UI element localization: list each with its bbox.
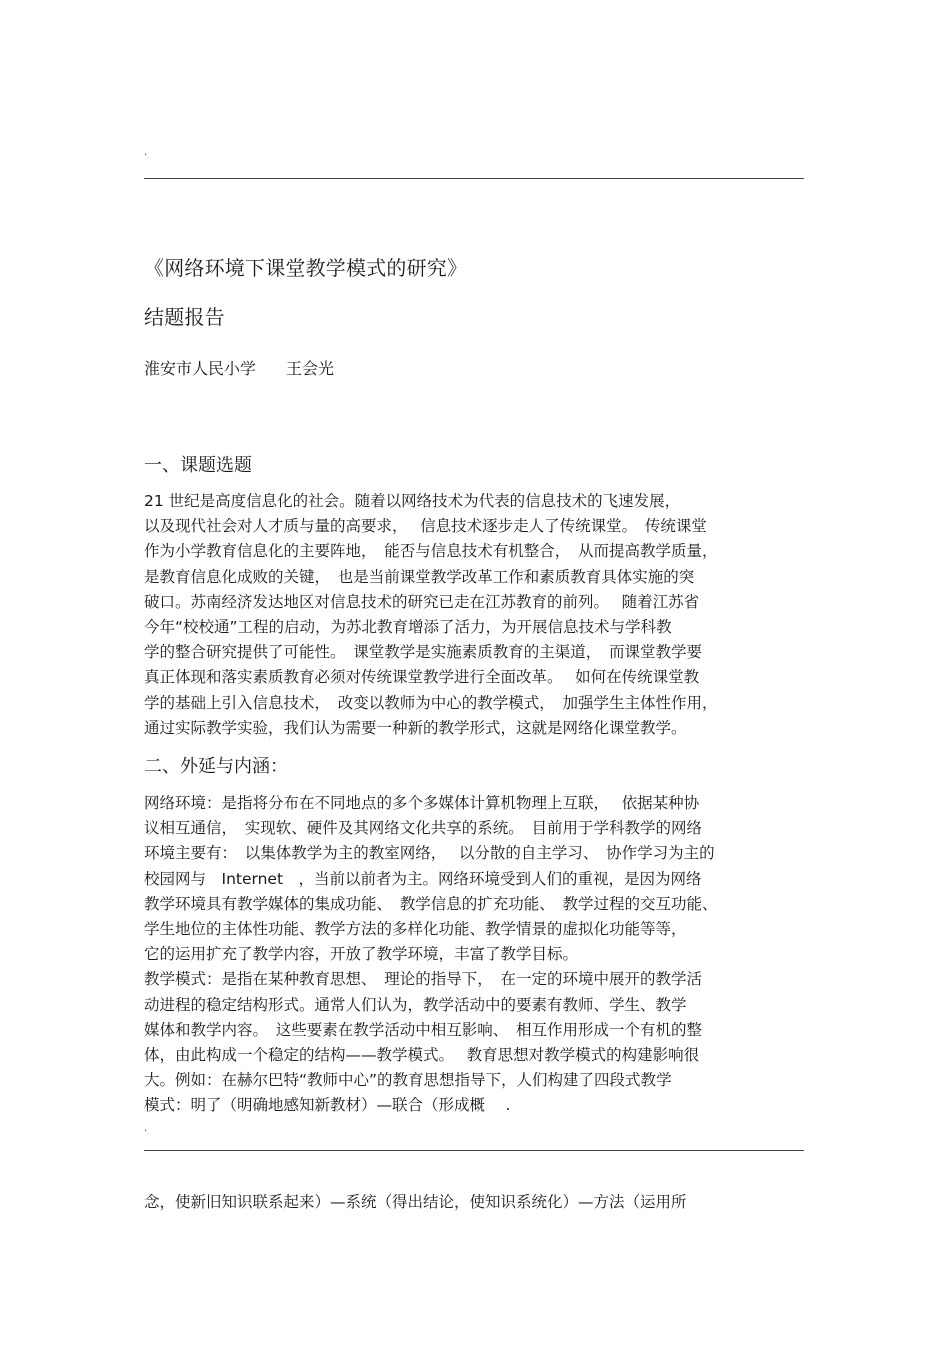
- author-school: 淮安市人民小学: [144, 359, 257, 378]
- section-2-line: 环境主要有： 以集体教学为主的教室网络， 以分散的自主学习、 协作学习为主的: [144, 844, 715, 863]
- section-1-line: 今年“校校通”工程的启动，为苏北教育增添了活力，为开展信息技术与学科教: [144, 617, 672, 636]
- next-page-body: [144, 1190, 804, 1215]
- section-1-line: 作为小学教育信息化的主要阵地， 能否与信息技术有机整合， 从而提高教学质量，: [144, 542, 718, 561]
- section-1-body: [144, 489, 804, 741]
- section-2-line: 大。例如：在赫尔巴特“教师中心”的教育思想指导下，人们构建了四段式教学: [144, 1071, 672, 1090]
- section-2-line: 校园网与 Internet ，当前以前者为主。网络环境受到人们的重视，是因为网络: [144, 869, 702, 888]
- section-2-line: 教学模式：是指在某种教育思想、 理论的指导下， 在一定的环境中展开的教学活: [144, 970, 703, 989]
- footer-rule: [144, 1150, 804, 1151]
- next-page-line: 念，使新旧知识联系起来）—系统（得出结论，使知识系统化）—方法（运用所: [144, 1193, 687, 1211]
- footer-mark: .: [144, 1123, 148, 1134]
- header-rule: [144, 178, 804, 179]
- section-1-line: 以及现代社会对人才质与量的高要求， 信息技术逐步走人了传统课堂。 传统课堂: [144, 517, 707, 536]
- section-2-line: 模式：明了（明确地感知新教材）—联合（形成概 .: [144, 1096, 511, 1115]
- author-name: 王会光: [286, 359, 335, 378]
- section-2-line: 动进程的稳定结构形式。通常人们认为，教学活动中的要素有教师、学生、教学: [144, 995, 687, 1014]
- document-title: 《网络环境下课堂教学模式的研究》: [144, 256, 468, 280]
- author-line: [144, 358, 334, 380]
- section-1-line: 学的基础上引入信息技术， 改变以教师为中心的教学模式， 加强学生主体性作用，: [144, 693, 718, 712]
- section-1-line: 真正体现和落实素质教育必须对传统课堂教学进行全面改革。 如何在传统课堂教: [144, 668, 700, 687]
- section-2-line: 学生地位的主体性功能、教学方法的多样化功能、教学情景的虚拟化功能等等，: [144, 919, 687, 938]
- section-2-line: 网络环境：是指将分布在不同地点的多个多媒体计算机物理上互联， 依据某种协: [144, 794, 700, 812]
- section-1-line: 21 世纪是高度信息化的社会。随着以网络技术为代表的信息技术的飞速发展，: [144, 492, 681, 510]
- section-2-line: 体，由此构成一个稳定的结构——教学模式。 教育思想对教学模式的构建影响很: [144, 1045, 700, 1064]
- section-2-line: 教学环境具有教学媒体的集成功能、 教学信息的扩充功能、 教学过程的交互功能、: [144, 894, 718, 913]
- header-mark: .: [144, 147, 148, 158]
- section-2-body: [144, 791, 804, 1118]
- section-2-line: 媒体和教学内容。 这些要素在教学活动中相互影响、 相互作用形成一个有机的整: [144, 1020, 703, 1039]
- section-2-line: 议相互通信， 实现软、硬件及其网络文化共享的系统。 目前用于学科教学的网络: [144, 819, 703, 838]
- section-1-line: 破口。苏南经济发达地区对信息技术的研究已走在江苏教育的前列。 随着江苏省: [144, 592, 700, 611]
- section-2-line: 它的运用扩充了教学内容，开放了教学环境，丰富了教学目标。: [144, 945, 579, 964]
- section-1-line: 通过实际教学实验，我们认为需要一种新的教学形式，这就是网络化课堂教学。: [144, 718, 687, 737]
- section-1-line: 是教育信息化成败的关键， 也是当前课堂教学改革工作和素质教育具体实施的突: [144, 567, 695, 586]
- document-subtitle: 结题报告: [144, 305, 225, 329]
- section-1-heading: 一、课题选题: [144, 455, 252, 476]
- section-2-heading: 二、外延与内涵：: [144, 756, 288, 777]
- section-1-line: 学的整合研究提供了可能性。 课堂教学是实施素质教育的主渠道， 而课堂教学要: [144, 643, 703, 662]
